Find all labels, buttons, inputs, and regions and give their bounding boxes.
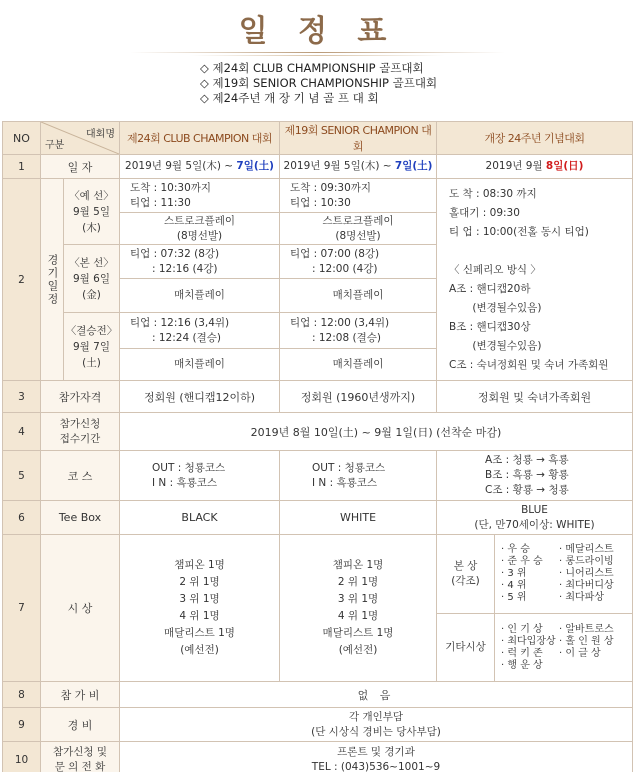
event1-date <box>120 155 280 179</box>
format-note: (8명선발) <box>335 229 381 242</box>
schedule-line: (변경될수있음) <box>449 340 542 352</box>
teebox-note: (단, 만70세이상: WHITE) <box>474 518 595 531</box>
stage-name: 〈예 선〉 <box>69 189 114 202</box>
row-label <box>41 742 120 772</box>
schedule-table <box>2 121 633 772</box>
prize-name: · 우 승 <box>501 544 530 555</box>
event2-main-time <box>280 245 437 279</box>
date-day: 8일(日) <box>545 160 584 172</box>
entry-fee: 없 음 <box>120 682 633 708</box>
registration-period: 2019년 8월 10일(土) ~ 9월 1일(日) (선착순 마감) <box>120 413 633 451</box>
course-line: B조 : 흑룡 → 황룡 <box>485 469 569 481</box>
prize-name: · 5 위 <box>501 592 527 603</box>
event2-main-format: 매치플레이 <box>280 279 437 313</box>
event1-prelim-format <box>120 213 280 245</box>
main-prize-list <box>495 535 633 614</box>
schedule-line: B조 : 핸디캡30상 <box>449 321 531 333</box>
event1-eligibility: 정회원 (핸디캡12이하) <box>120 381 280 413</box>
format: 스트로크플레이 <box>163 214 235 227</box>
row-label: 코 스 <box>41 451 120 501</box>
header-event3: 개장 24주년 기념대회 <box>437 122 633 155</box>
prize-line: (예선전) <box>338 644 378 656</box>
event3-teebox <box>437 501 633 535</box>
schedule-line: 홀대기 : 09:30 <box>449 207 520 219</box>
arrival-time: 도착 : 09:30까지 <box>290 181 372 194</box>
table-row <box>3 155 633 179</box>
stage-name: 〈결승전〉 <box>65 324 118 337</box>
event1-prizes <box>120 535 280 682</box>
prize-line: 2 위 1명 <box>337 576 379 588</box>
etc-prize-list <box>495 614 633 682</box>
event3-schedule <box>437 179 633 381</box>
list-item <box>501 636 632 648</box>
date-start: 2019년 9월 5일(木) ~ <box>125 160 237 172</box>
contact-phone: TEL : (043)536~1001~9 <box>311 760 441 772</box>
event3-course <box>437 451 633 501</box>
row-no: 3 <box>3 381 41 413</box>
table-row <box>3 708 633 742</box>
row-no: 6 <box>3 501 41 535</box>
prize-name: · 행 운 상 <box>501 659 543 671</box>
stage-day: (金) <box>82 288 101 301</box>
event2-prelim-format <box>280 213 437 245</box>
event1-main-format: 매치플레이 <box>120 279 280 313</box>
row-label: 경 비 <box>41 708 120 742</box>
prize-name: · 알바트로스 <box>559 623 614 635</box>
event1-final-time <box>120 313 280 349</box>
prize-name: · 최다버디상 <box>559 580 614 591</box>
stage-date: 9월 7일 <box>73 340 110 353</box>
course-line: I N : 흑룡코스 <box>312 476 378 489</box>
schedule-line: A조 : 핸디캡20하 <box>449 283 531 295</box>
title-divider-secondary <box>190 55 445 56</box>
prize-name: · 인 기 상 <box>501 623 543 635</box>
label-line: 접수기간 <box>59 432 101 445</box>
teeup-time: 티업 : 12:00 (3,4위) <box>290 316 390 329</box>
prize-name: · 이 글 상 <box>559 647 601 659</box>
event3-date <box>437 155 633 179</box>
header-event2: 제19회 SENIOR CHAMPION 대회 <box>280 122 437 155</box>
row-label: 일 자 <box>41 155 120 179</box>
contact-info <box>120 742 633 772</box>
prize-name: · 홀 인 원 상 <box>559 635 614 647</box>
prize-line: 매달리스트 1명 <box>322 627 394 639</box>
label-line: 참가신청 <box>59 417 101 430</box>
list-item <box>501 568 632 580</box>
table-row <box>3 742 633 772</box>
teeup-time: 티업 : 10:30 <box>290 196 351 209</box>
event2-final-time <box>280 313 437 349</box>
main-prize-label <box>437 535 495 614</box>
table-row <box>3 179 633 213</box>
row-label: Tee Box <box>41 501 120 535</box>
event1-final-format: 매치플레이 <box>120 349 280 381</box>
event-item: ◇ 제19회 SENIOR CHAMPIONSHIP 골프대회 <box>200 76 438 90</box>
event-list <box>200 61 437 106</box>
date-start: 2019년 9월 5일(木) ~ <box>283 160 395 172</box>
teeup-time: 티업 : 07:00 (8강) <box>290 247 380 260</box>
date-end: 7일(土) <box>394 160 433 172</box>
event2-course <box>280 451 437 501</box>
teeup-time: : 12:00 (4강) <box>312 262 378 275</box>
list-item <box>501 556 632 568</box>
prize-name: · 최다입장상 <box>501 635 556 647</box>
row-no: 2 <box>3 179 41 381</box>
row-no: 8 <box>3 682 41 708</box>
stage-main <box>64 245 120 313</box>
table-row <box>3 451 633 501</box>
prize-name: · 메달리스트 <box>559 544 614 555</box>
row-label: 경기일정 <box>41 179 64 381</box>
stage-date: 9월 5일 <box>73 205 110 218</box>
prize-name: · 럭 키 존 <box>501 647 543 659</box>
list-item <box>501 580 632 592</box>
prize-name: · 3 위 <box>501 568 527 579</box>
table-header-row <box>3 122 633 155</box>
row-no: 9 <box>3 708 41 742</box>
row-no: 7 <box>3 535 41 682</box>
course-line: I N : 흑룡코스 <box>152 476 218 489</box>
list-item <box>501 544 632 556</box>
course-line: A조 : 청룡 → 흑룡 <box>485 454 569 466</box>
header-category-label: 구분 <box>45 140 65 151</box>
event2-date <box>280 155 437 179</box>
stage-prelim <box>64 179 120 245</box>
teeup-time: 티업 : 07:32 (8강) <box>130 247 220 260</box>
prize-name: · 롱드라이빙 <box>559 556 614 567</box>
prize-line: 4 위 1명 <box>337 610 379 622</box>
header-event1: 제24회 CLUB CHAMPION 대회 <box>120 122 280 155</box>
row-no: 10 <box>3 742 41 772</box>
event2-teebox: WHITE <box>280 501 437 535</box>
prize-line: 4 위 1명 <box>179 610 220 622</box>
prize-line: (예선전) <box>180 644 219 656</box>
schedule-line: (변경될수있음) <box>449 302 542 314</box>
schedule-line: 〈 신페리오 방식 〉 <box>449 264 541 276</box>
row-label <box>41 413 120 451</box>
list-item <box>501 592 632 604</box>
table-row <box>3 535 633 614</box>
prize-name: · 최다파상 <box>559 592 604 603</box>
label-line: 본 상 <box>453 560 478 572</box>
label-line: 참가신청 및 <box>52 745 108 758</box>
header-no: NO <box>3 122 41 155</box>
event1-teebox: BLACK <box>120 501 280 535</box>
label-line: (각조) <box>451 575 480 587</box>
teebox-color: BLUE <box>521 503 548 516</box>
prize-name: · 4 위 <box>501 580 527 591</box>
schedule-line: 티 업 : 10:00(전홀 동시 티업) <box>449 226 589 238</box>
prize-line: 매달리스트 1명 <box>164 627 235 639</box>
stage-date: 9월 6일 <box>73 272 110 285</box>
schedule-line: C조 : 숙녀정회원 및 숙녀 가족회원 <box>449 359 609 371</box>
event-item: ◇ 제24주년 개 장 기 념 골 프 대 회 <box>200 91 379 105</box>
list-item <box>501 660 632 672</box>
event-item: ◇ 제24회 CLUB CHAMPIONSHIP 골프대회 <box>200 61 424 75</box>
prize-line: 3 위 1명 <box>337 593 379 605</box>
arrival-time: 도착 : 10:30까지 <box>130 181 212 194</box>
stage-day: (土) <box>82 356 101 369</box>
teeup-time: : 12:24 (결승) <box>152 331 221 344</box>
title-divider <box>130 52 505 53</box>
list-item <box>501 648 632 660</box>
table-row <box>3 413 633 451</box>
row-no: 4 <box>3 413 41 451</box>
event2-prizes <box>280 535 437 682</box>
table-row <box>3 682 633 708</box>
stage-final <box>64 313 120 381</box>
event2-final-format: 매치플레이 <box>280 349 437 381</box>
course-line: OUT : 청룡코스 <box>312 461 386 474</box>
teeup-time: 티업 : 11:30 <box>130 196 191 209</box>
header-diagonal-cell <box>41 122 120 155</box>
event1-main-time <box>120 245 280 279</box>
expenses <box>120 708 633 742</box>
date-start: 2019년 9월 <box>485 160 546 172</box>
teeup-time: 티업 : 12:16 (3,4위) <box>130 316 230 329</box>
prize-name: · 준 우 승 <box>501 556 543 567</box>
row-no: 1 <box>3 155 41 179</box>
label-line: 문 의 전 화 <box>54 760 106 772</box>
row-label: 참 가 비 <box>41 682 120 708</box>
teeup-time: : 12:16 (4강) <box>152 262 218 275</box>
stage-name: 〈본 선〉 <box>69 256 114 269</box>
teeup-time: : 12:08 (결승) <box>312 331 381 344</box>
contact-line: 프론트 및 경기과 <box>337 745 415 758</box>
prize-line: 3 위 1명 <box>179 593 220 605</box>
format: 스트로크플레이 <box>322 214 394 227</box>
course-line: C조 : 황룡 → 청룡 <box>485 484 569 496</box>
schedule-line: 도 착 : 08:30 까지 <box>449 188 537 200</box>
date-end: 7일(土) <box>236 160 274 172</box>
page-title: 일 정 표 <box>238 14 397 49</box>
prize-line: 챔피온 1명 <box>332 559 384 571</box>
course-line: OUT : 청룡코스 <box>152 461 226 474</box>
event2-prelim-time <box>280 179 437 213</box>
list-item <box>501 624 632 636</box>
expense-line: 각 개인부담 <box>348 710 404 723</box>
etc-prize-label: 기타시상 <box>437 614 495 682</box>
row-label: 참가자격 <box>41 381 120 413</box>
table-row <box>3 381 633 413</box>
event3-eligibility: 정회원 및 숙녀가족회원 <box>437 381 633 413</box>
prize-line: 2 위 1명 <box>179 576 220 588</box>
expense-line: (단 시상식 경비는 당사부담) <box>311 725 441 738</box>
table-row <box>3 501 633 535</box>
stage-day: (木) <box>82 221 101 234</box>
event2-eligibility: 정회원 (1960년생까지) <box>280 381 437 413</box>
event1-prelim-time <box>120 179 280 213</box>
row-label: 시 상 <box>41 535 120 682</box>
event1-course <box>120 451 280 501</box>
header-event-name-label: 대회명 <box>86 129 115 140</box>
prize-line: 챔피온 1명 <box>174 559 225 571</box>
row-no: 5 <box>3 451 41 501</box>
schedule-spacer <box>449 242 632 261</box>
prize-name: · 니어리스트 <box>559 568 614 579</box>
format-note: (8명선발) <box>176 229 223 242</box>
